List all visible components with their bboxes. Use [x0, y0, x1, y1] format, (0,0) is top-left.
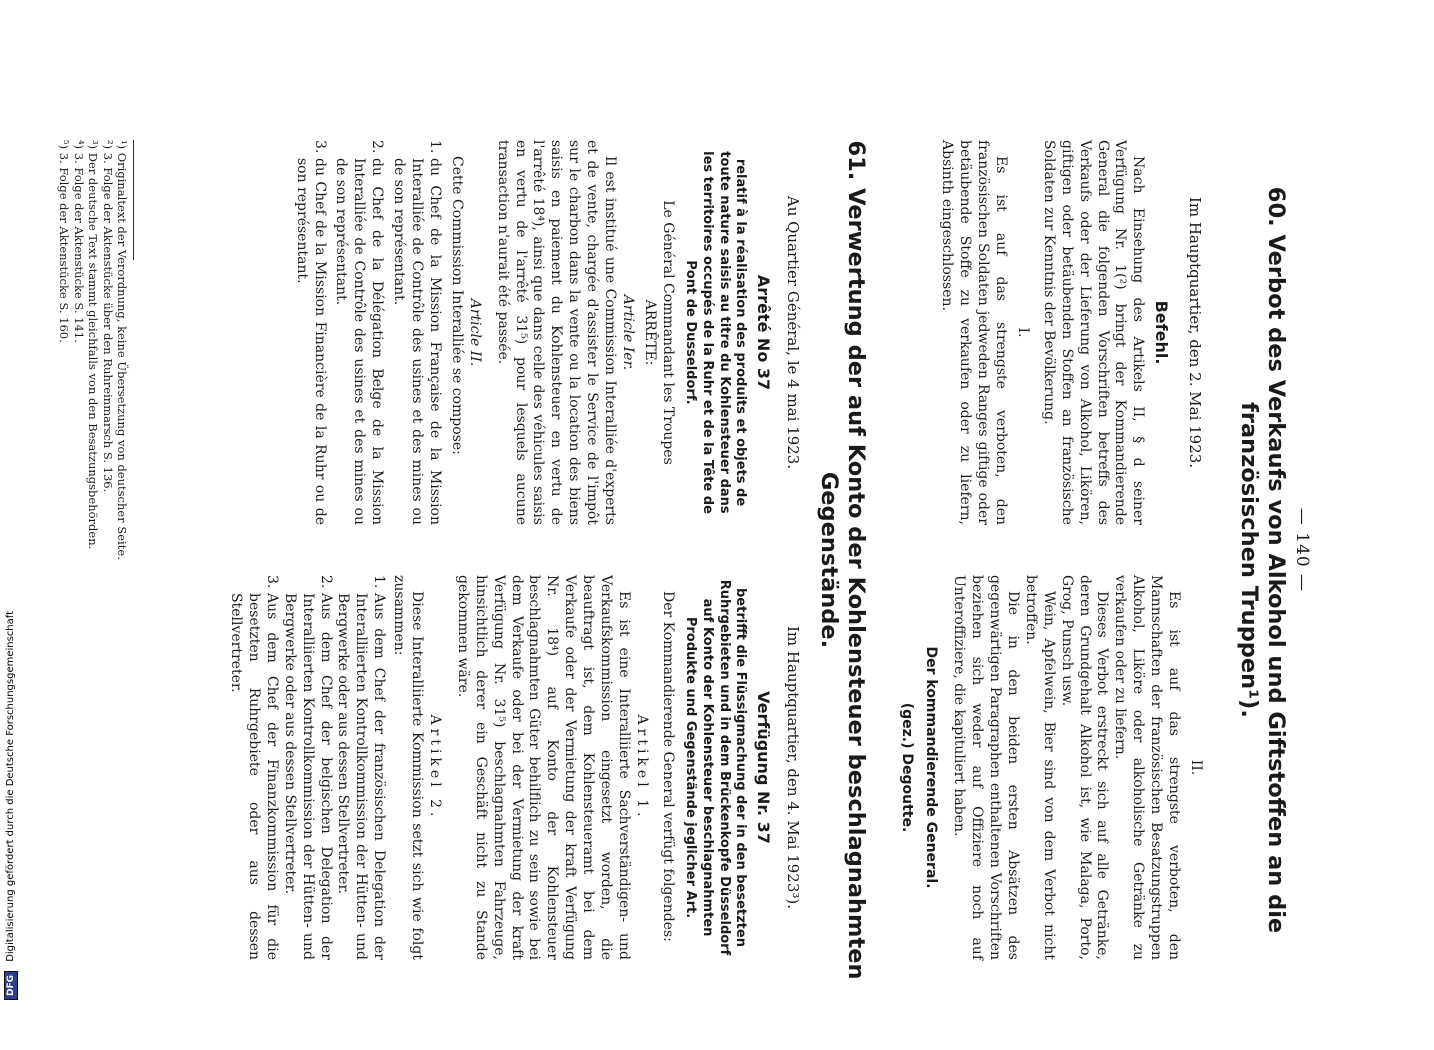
footnotes — [57, 140, 134, 660]
doc60-section1-number: I. — [1014, 327, 1031, 338]
doc61-french-column — [292, 140, 802, 525]
list-item: 3. du Chef de la Mission Financière de la Ruhr ou de son représentant. — [293, 140, 328, 525]
dfg-logo: DFG — [4, 971, 18, 1000]
doc61-fr-member-list — [292, 140, 443, 525]
doc61-de-article1-title: Artikel 1. — [633, 714, 650, 821]
doc61-de-article2-title: Artikel 2. — [426, 714, 443, 821]
page-number: — 140 — — [1292, 507, 1312, 593]
doc60-heading: Befehl. — [1151, 300, 1171, 365]
doc60-intro: Nach Einsehung des Artikels II, § d seiner Verfügung Nr. 1(²) bringt der Kommandierende General die folgenden Vorschriften betreffs des Verkaufs oder der Lieferung von Alkohol, Likören, giftigen oder betäubenden Stoffen an französische Soldaten zur Kenntnis der Bevölkerung. — [1040, 140, 1147, 525]
doc61-de-dateline: Im Hauptquartier, den 4. Mai 1923³). — [784, 625, 802, 910]
doc61-fr-article2-title: Article II. — [466, 298, 483, 367]
doc60-section2-p4: Die in den beiden ersten Absätzen des gegenwärtigen Paragraphen enthaltenen Vorschriften beziehen sich weder auf Offiziere noch auf Unteroffiziere, die kapituliert haben. — [951, 575, 1021, 960]
doc60-dateline: Im Hauptquartier, den 2. Mai 1923. — [1186, 196, 1204, 469]
footnote: ³) Der deutsche Text stammt gleichfalls von den Besatzungsbehörden. — [86, 140, 101, 550]
doc61-de-article2-intro: Diese Interalliierte Kommission setzt sich wie folgt zusammen: — [391, 575, 426, 960]
doc61-de-general: Der Kommandierende General verfügt folgendes: — [659, 591, 676, 942]
doc60-left-column — [937, 140, 1204, 525]
doc61-fr-article1-title: Article Ier. — [620, 294, 637, 371]
doc61-fr-article1-text: Il est institué une Commission Interalliée d'experts et de vente, chargée d'assister le Service de l'impôt sur le charbon dans la vente ou la location des biens saisis en paiement du Kohlensteuer en vertu de l'arrêté 18⁴), ainsi que dans celle des véhicules saisis en vertu de l'arrêté 31⁵) pour lesquels aucune transaction n'aurait été passée. — [494, 140, 619, 525]
document-60-title: 60. Verbot des Verkaufs von Alkohol und Giftstoffen an die französischen Truppen¹). — [1236, 186, 1289, 934]
doc61-de-subheading: betrifft die Flüssigmachung der in den besetzten Ruhrgebieten und in dem Brückenkopfe Düsseldorf auf Konto der Kohlensteuer beschlagnahmten Produkte und Gegenstände jeglicher Art. — [683, 579, 749, 956]
doc61-fr-heading: Arrêté No 37 — [753, 274, 773, 391]
footnote: ¹) Originaltext der Verordnung, keine Übersetzung von deutscher Seite. — [115, 140, 129, 560]
list-item: 2. Aus dem Chef der belgischen Delegation der Interalliierten Kontrollkommission der Hütten- und Bergwerke oder aus dessen Stellvertreter. — [281, 575, 334, 960]
doc60-signature-name: (gez.) Degoutte. — [899, 702, 916, 833]
doc61-de-member-list — [226, 575, 387, 960]
doc61-fr-arrete: ARRÊTE: — [641, 299, 658, 366]
doc60-section2-p1: Es ist auf das strengste verboten, den Mannschaften der französischen Besatzungstruppen Alkohol, Liköre oder alkoholische Getränke zu verkaufen oder zu liefern. — [1112, 575, 1183, 960]
footnote: ²) 3. Folge der Aktenstücke über den Ruhreinmarsch S. 136. — [100, 140, 115, 493]
doc60-section2-p2: Dieses Verbot erstreckt sich auf alle Getränke, deren Grundgehalt Alkohol ist, wie Malaga, Porto, Grog, Punsch usw. — [1058, 575, 1111, 960]
doc60-signature-title: Der kommandierende General. — [923, 646, 940, 889]
doc60-section1-text: Es ist auf das strengste verboten, den französischen Soldaten jedweden Ranges giftige oder betäubende Stoffe zu verkaufen oder zu liefern, Absinth eingeschlossen. — [939, 140, 1009, 525]
doc60-section2-number: II. — [1188, 759, 1204, 776]
list-item: 1. du Chef de la Mission Française de la Mission Interalliée de Contrôle des usines et des mines ou de son représentant. — [391, 140, 443, 525]
doc60-right-column — [898, 575, 1205, 960]
document-page — [0, 50, 1384, 1050]
digitization-credit — [4, 0, 18, 1000]
list-item: 1. Aus dem Chef der französischen Delegation der Interalliierten Kontrollkommission der Hütten- und Bergwerke oder aus dessen Stellvertreter. — [335, 575, 388, 960]
doc61-fr-subheading: relatif à la réalisation des produits et objets de toute nature saisis au titre du Kohlensteuer dans les territoires occupés de la Ruhr et de la Tête de Pont de Dusseldorf. — [683, 151, 749, 514]
document-61-title: 61. Verwertung der auf Konto der Kohlensteuer beschlagnahmten Gegenstände. — [816, 140, 869, 980]
doc61-german-column — [226, 575, 802, 960]
list-item: 2. du Chef de la Délégation Belge de la Mission Interalliée de Contrôle des usines et des mines ou de son représentant. — [333, 140, 386, 525]
doc61-de-article1-text: Es ist eine Interalliierte Sachverständigen- und Verkaufskommission eingesetzt worden, die beauftragt ist, dem Kohlensteueramt bei dem Verkaufe oder der Vermietung der kraft Verfügung Nr. 18⁴) auf Konto der Kohlensteuer beschlagnahmten Güter behilflich zu sein sowie bei dem Verkaufe oder bei der Vermietung der kraft Verfügung Nr. 31⁵) beschlagnahmten Fahrzeuge, hinsichtlich derer ein Geschäft nicht zu Stande gekommen wäre. — [454, 575, 633, 960]
footnote-rule — [133, 140, 134, 260]
footnote: ⁴) 3. Folge der Aktenstücke S. 141. — [71, 140, 86, 343]
footnote: ⁵) 3. Folge der Aktenstücke S. 160. — [57, 140, 72, 343]
list-item: 3. Aus dem Chef der Finanzkommission für die besetzten Ruhrgebiete oder aus dessen Stellvertreter. — [228, 575, 280, 960]
doc61-fr-dateline: Au Quartier Général, le 4 mai 1923. — [784, 195, 802, 470]
doc60-section2-p3: Wein, Apfelwein, Bier sind von dem Verbot nicht betroffen. — [1022, 575, 1057, 960]
doc61-de-heading: Verfügung Nr. 37 — [753, 691, 773, 844]
digitization-credit-text: Digitalisierung gefördert durch die Deutsche Forschungsgemeinschaft — [5, 610, 16, 962]
doc61-fr-article2-intro: Cette Commission Interalliée se compose: — [448, 156, 465, 455]
doc61-fr-general: Le Général Commandant les Troupes — [659, 200, 676, 465]
